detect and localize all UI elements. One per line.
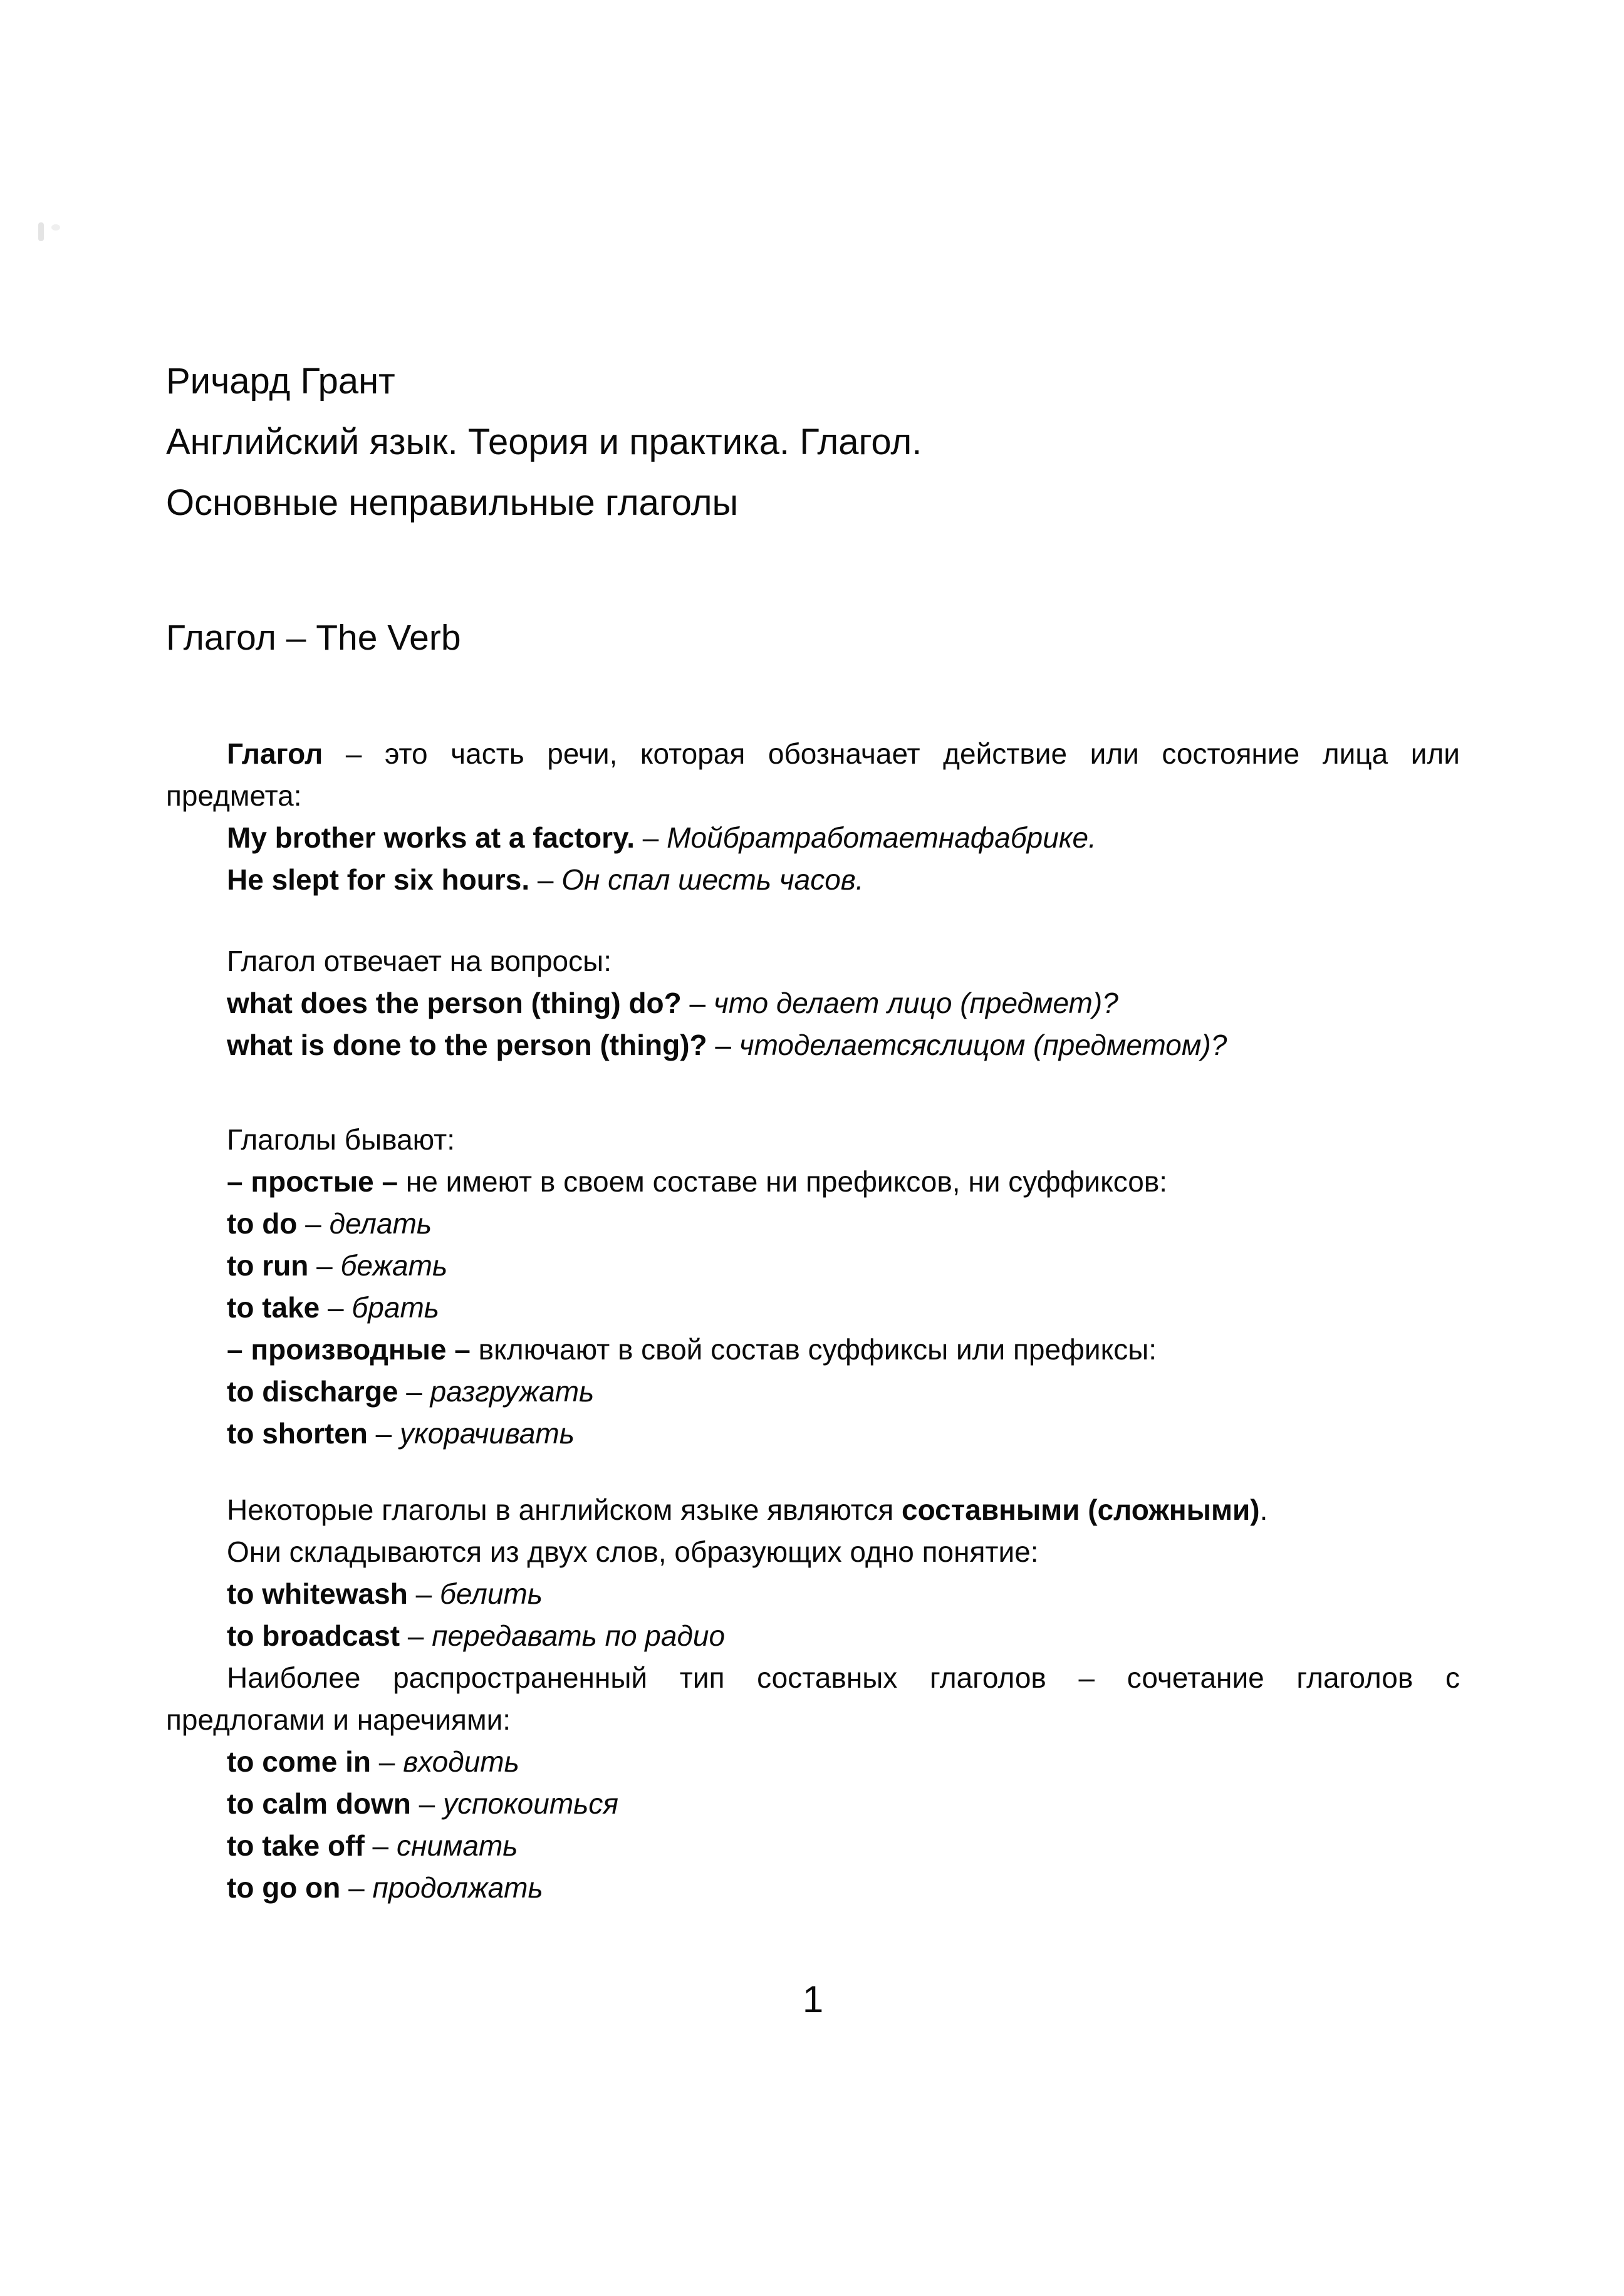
italic-run: бежать: [340, 1249, 448, 1282]
paragraph-line: [166, 982, 1460, 1024]
italic-run: укорачивать: [400, 1417, 575, 1450]
title-line-2: Основные неправильные глаголы: [166, 482, 739, 523]
bold-run: – простые –: [227, 1165, 398, 1198]
text-run: Они складываются из двух слов, образующих одно понятие:: [227, 1535, 1039, 1568]
bold-run: to take: [227, 1291, 320, 1324]
italic-run: успокоиться: [443, 1787, 618, 1820]
text-run: Наиболее распространенный тип составных глаголов – сочетание глаголов с: [227, 1661, 1460, 1694]
paragraph-line: [166, 1371, 1460, 1413]
italic-run: брать: [351, 1291, 439, 1324]
text-run: –: [398, 1375, 430, 1408]
bold-run: what does the person (thing) do?: [227, 987, 682, 1019]
bold-run: He slept for six hours.: [227, 863, 530, 896]
paragraph-line: [166, 1699, 1460, 1741]
bold-run: My brother works at a factory.: [227, 821, 635, 854]
paragraph-line: [166, 1657, 1460, 1699]
paragraph-line: [166, 1741, 1460, 1783]
bold-run: to do: [227, 1207, 298, 1240]
paragraph-line: [166, 940, 1460, 982]
paragraph-line: [166, 775, 1460, 817]
paragraph-line: [166, 1329, 1460, 1371]
text-run: –: [635, 821, 667, 854]
bold-run: to shorten: [227, 1417, 368, 1450]
paragraph-line: [166, 1825, 1460, 1867]
text-run: Некоторые глаголы в английском языке являются: [227, 1493, 902, 1526]
bold-run: составными (сложными): [902, 1493, 1260, 1526]
paragraph-line: [166, 1489, 1460, 1531]
document-body: [166, 733, 1460, 1909]
italic-run: входить: [403, 1745, 519, 1778]
text-run: –: [407, 1577, 440, 1610]
paragraph-line: [166, 733, 1460, 775]
italic-run: снимать: [396, 1829, 518, 1862]
bold-run: what is done to the person (thing)?: [227, 1029, 707, 1061]
paragraph-line: [166, 1413, 1460, 1455]
italic-run: передавать по радио: [432, 1619, 726, 1652]
bold-run: to discharge: [227, 1375, 398, 1408]
italic-run: продолжать: [372, 1871, 543, 1904]
italic-run: чтоделаетсяслицом (предметом)?: [739, 1029, 1227, 1061]
bold-run: Глагол: [227, 737, 323, 770]
bold-run: to run: [227, 1249, 309, 1282]
paragraph-line: [166, 1287, 1460, 1329]
text-run: –: [367, 1417, 400, 1450]
italic-run: делать: [329, 1207, 432, 1240]
paragraph-line: [166, 1867, 1460, 1909]
text-run: предмета:: [166, 779, 302, 812]
text-run: .: [1259, 1493, 1268, 1526]
text-run: предлогами и наречиями:: [166, 1703, 511, 1736]
paragraph-line: [166, 1161, 1460, 1203]
text-run: –: [308, 1249, 341, 1282]
italic-run: Он спал шесть часов.: [561, 863, 864, 896]
text-run: –: [400, 1619, 432, 1652]
paragraph-line: [166, 817, 1460, 859]
page-number: 1: [802, 1978, 824, 2020]
paragraph-line: [166, 1783, 1460, 1825]
title-line-1: Английский язык. Теория и практика. Глагол.: [166, 422, 922, 462]
italic-run: что делает лицо (предмет)?: [713, 987, 1118, 1019]
text-run: – это часть речи, которая обозначает действие или состояние лица или: [323, 737, 1460, 770]
text-run: Глагол отвечает на вопросы:: [227, 945, 612, 977]
scan-smudge-dot: [51, 224, 60, 231]
paragraph-line: [166, 859, 1460, 901]
scan-smudge-artifact: [38, 222, 44, 241]
text-run: не имеют в своем составе ни префиксов, ни суффиксов:: [398, 1165, 1168, 1198]
text-run: Глаголы бывают:: [227, 1123, 455, 1156]
text-run: включают в свой состав суффиксы или префиксы:: [470, 1333, 1157, 1366]
bold-run: to whitewash: [227, 1577, 408, 1610]
text-run: –: [529, 863, 562, 896]
book-title-block: [166, 351, 1460, 533]
italic-run: разгружать: [430, 1375, 595, 1408]
bold-run: to go on: [227, 1871, 341, 1904]
text-run: –: [681, 987, 714, 1019]
paragraph-line: [166, 1615, 1460, 1657]
bold-run: to broadcast: [227, 1619, 400, 1652]
italic-run: белить: [439, 1577, 543, 1610]
paragraph-line: [166, 1245, 1460, 1287]
bold-run: – производные –: [227, 1333, 471, 1366]
text-run: –: [707, 1029, 739, 1061]
text-run: –: [320, 1291, 352, 1324]
bold-run: to come in: [227, 1745, 372, 1778]
bold-run: to take off: [227, 1829, 365, 1862]
text-run: –: [340, 1871, 373, 1904]
section-heading: Глагол – The Verb: [166, 618, 461, 658]
paragraph-line: [166, 1203, 1460, 1245]
paragraph-line: [166, 1531, 1460, 1573]
text-run: –: [364, 1829, 397, 1862]
text-run: –: [410, 1787, 444, 1820]
text-run: –: [297, 1207, 330, 1240]
bold-run: to calm down: [227, 1787, 411, 1820]
italic-run: Мойбратработаетнафабрике.: [667, 821, 1096, 854]
paragraph-line: [166, 1119, 1460, 1161]
paragraph-line: [166, 1573, 1460, 1615]
author-line: Ричард Грант: [166, 361, 395, 402]
paragraph-line: [166, 1024, 1460, 1066]
text-run: –: [371, 1745, 403, 1778]
